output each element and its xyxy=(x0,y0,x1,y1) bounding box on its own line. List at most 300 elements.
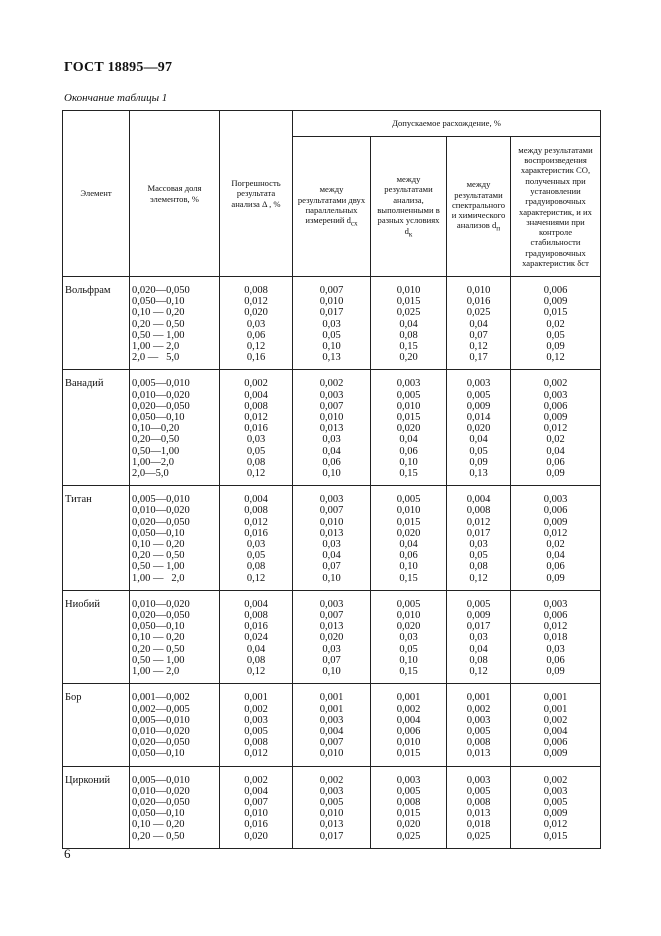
delta-cell xyxy=(220,277,293,370)
cell-value: 0,020 xyxy=(319,632,344,644)
cell-value: 0,02 xyxy=(546,539,565,551)
cell-value: 0,04 xyxy=(399,539,418,551)
cell-value: 0,020 xyxy=(466,423,491,435)
cell-value: 0,002—0,005 xyxy=(132,703,190,715)
cell-value: 0,013 xyxy=(319,819,344,831)
cell-value: 0,04 xyxy=(469,434,488,446)
cell-value: 0,03 xyxy=(322,539,341,551)
cell-value: 0,012 xyxy=(543,819,568,831)
cell-value: 0,016 xyxy=(466,296,491,308)
header-dk: между результатами анализа, выполненными в разных условиях $d_к$ xyxy=(371,137,447,277)
cell-value: 0,04 xyxy=(469,318,488,330)
cell-value: 0,10 — 0,20 xyxy=(132,632,185,644)
cell-value: 0,04 xyxy=(546,445,565,457)
dn-cell xyxy=(447,277,511,370)
cell-value: 0,016 xyxy=(244,621,268,633)
cell-value: 0,006 xyxy=(543,400,568,412)
cell-value: 0,008 xyxy=(466,796,491,808)
cell-value: 0,003 xyxy=(543,785,568,797)
cell-value: 0,008 xyxy=(396,796,421,808)
tolerance-table xyxy=(62,110,601,849)
cell-value: 0,005—0,010 xyxy=(132,494,190,506)
cell-value: 0,025 xyxy=(466,307,491,319)
cell-value: 0,003 xyxy=(396,378,421,390)
cell-value: 0,015 xyxy=(543,830,568,842)
cell-value: 0,017 xyxy=(466,621,491,633)
table-row xyxy=(63,277,601,370)
cell-value: 0,20 — 0,50 xyxy=(132,643,185,655)
cell-value: 0,012 xyxy=(543,423,568,435)
cell-value: 0,003 xyxy=(466,378,491,390)
cell-value: 0,10 xyxy=(322,572,341,584)
cell-value: 2,0—5,0 xyxy=(132,468,169,480)
cell-value: 2,0 — 5,0 xyxy=(132,352,180,364)
cell-value: 0,15 xyxy=(399,666,418,678)
dn-cell xyxy=(447,370,511,486)
cell-value: 0,020—0,050 xyxy=(132,400,190,412)
cell-value: 0,07 xyxy=(469,329,488,341)
table-caption: Окончание таблицы 1 xyxy=(64,92,168,104)
cell-value: 0,015 xyxy=(396,748,421,760)
cell-value: 0,20 — 0,50 xyxy=(132,550,185,562)
cell-value: 0,13 xyxy=(469,468,488,480)
document-id: ГОСТ 18895—97 xyxy=(64,60,173,75)
cell-value: 0,09 xyxy=(469,456,488,468)
header-tolerance-group: Допускаемое расхождение, % xyxy=(293,111,601,137)
cell-value: 0,009 xyxy=(543,412,568,424)
header-mass-fraction: Массовая доля элементов, % xyxy=(130,111,220,277)
cell-value: 0,08 xyxy=(246,456,266,468)
dst-cell xyxy=(511,684,601,766)
cell-value: 0,04 xyxy=(246,643,266,655)
cell-value: 0,15 xyxy=(399,572,418,584)
cell-value: 0,018 xyxy=(466,819,491,831)
cell-value: 0,006 xyxy=(543,737,568,749)
cell-value: 0,12 xyxy=(469,666,488,678)
cell-value: 0,003 xyxy=(543,389,568,401)
cell-value: 0,007 xyxy=(319,285,344,296)
delta-cell xyxy=(220,766,293,848)
cell-value: 0,003 xyxy=(319,389,344,401)
cell-value: 0,017 xyxy=(319,830,344,842)
cell-value: 0,003 xyxy=(543,598,568,610)
cell-value: 0,010 xyxy=(319,808,344,820)
element-name-cell: Вольфрам xyxy=(63,277,130,370)
cell-value: 0,07 xyxy=(322,654,341,666)
mass-fraction-cell xyxy=(130,684,220,766)
cell-value: 0,09 xyxy=(546,341,565,353)
cell-value: 0,03 xyxy=(469,632,488,644)
cell-value: 0,008 xyxy=(244,285,268,296)
cell-value: 0,020—0,050 xyxy=(132,737,190,749)
cell-value: 0,12 xyxy=(469,572,488,584)
cell-value: 0,009 xyxy=(543,516,568,528)
table-row xyxy=(63,684,601,766)
cell-value: 0,010—0,020 xyxy=(132,389,190,401)
cell-value: 0,004 xyxy=(244,598,268,610)
dcx-cell xyxy=(293,370,371,486)
cell-value: 0,050—0,10 xyxy=(132,808,185,820)
cell-value: 0,005 xyxy=(319,796,344,808)
table-row xyxy=(63,766,601,848)
dst-cell xyxy=(511,370,601,486)
cell-value: 0,001 xyxy=(466,692,491,704)
delta-cell xyxy=(220,590,293,683)
cell-value: 0,016 xyxy=(244,527,268,539)
cell-value: 0,010 xyxy=(466,285,491,296)
cell-value: 0,015 xyxy=(396,296,421,308)
cell-value: 0,08 xyxy=(246,561,266,573)
cell-value: 0,013 xyxy=(319,527,344,539)
cell-value: 0,012 xyxy=(543,527,568,539)
header-element: Элемент xyxy=(63,111,130,277)
cell-value: 0,003 xyxy=(319,598,344,610)
cell-value: 0,50 — 1,00 xyxy=(132,329,185,341)
cell-value: 0,005 xyxy=(466,725,491,737)
element-name-cell: Цирконий xyxy=(63,766,130,848)
cell-value: 0,05 xyxy=(246,550,266,562)
cell-value: 0,014 xyxy=(466,412,491,424)
cell-value: 0,08 xyxy=(399,329,418,341)
cell-value: 0,005 xyxy=(396,389,421,401)
element-name-cell: Бор xyxy=(63,684,130,766)
cell-value: 0,020—0,050 xyxy=(132,285,190,296)
cell-value: 0,012 xyxy=(244,296,268,308)
cell-value: 0,06 xyxy=(546,654,565,666)
mass-fraction-cell xyxy=(130,766,220,848)
cell-value: 0,012 xyxy=(466,516,491,528)
cell-value: 0,020 xyxy=(396,423,421,435)
cell-value: 0,03 xyxy=(469,539,488,551)
cell-value: 0,013 xyxy=(319,423,344,435)
cell-value: 0,010 xyxy=(319,412,344,424)
cell-value: 0,005 xyxy=(466,785,491,797)
cell-value: 0,004 xyxy=(543,725,568,737)
cell-value: 0,050—0,10 xyxy=(132,527,185,539)
cell-value: 0,002 xyxy=(244,774,268,786)
cell-value: 0,04 xyxy=(469,643,488,655)
cell-value: 0,004 xyxy=(396,714,421,726)
cell-value: 0,007 xyxy=(319,737,344,749)
cell-value: 0,003 xyxy=(396,774,421,786)
cell-value: 1,00 — 2,0 xyxy=(132,341,180,353)
cell-value: 0,007 xyxy=(244,796,268,808)
cell-value: 0,003 xyxy=(319,785,344,797)
header-dn: между результатами спектрального и химического анализов $d_п$ xyxy=(447,137,511,277)
cell-value: 0,010—0,020 xyxy=(132,505,190,517)
cell-value: 0,006 xyxy=(543,285,568,296)
cell-value: 0,015 xyxy=(396,516,421,528)
cell-value: 0,003 xyxy=(466,714,491,726)
cell-value: 0,10 — 0,20 xyxy=(132,307,185,319)
cell-value: 0,013 xyxy=(319,621,344,633)
cell-value: 0,005 xyxy=(244,725,268,737)
cell-value: 0,002 xyxy=(319,774,344,786)
cell-value: 0,013 xyxy=(466,808,491,820)
cell-value: 0,008 xyxy=(466,505,491,517)
cell-value: 0,016 xyxy=(244,819,268,831)
cell-value: 0,002 xyxy=(319,378,344,390)
cell-value: 0,20 — 0,50 xyxy=(132,318,185,330)
cell-value: 0,04 xyxy=(399,318,418,330)
mass-fraction-cell xyxy=(130,590,220,683)
cell-value: 0,008 xyxy=(466,737,491,749)
cell-value: 0,015 xyxy=(396,412,421,424)
cell-value: 0,12 xyxy=(246,341,266,353)
cell-value: 0,004 xyxy=(244,785,268,797)
cell-value: 0,20 — 0,50 xyxy=(132,830,185,842)
cell-value: 0,010 xyxy=(244,808,268,820)
cell-value: 0,004 xyxy=(319,725,344,737)
cell-value: 0,09 xyxy=(546,572,565,584)
cell-value: 0,20 xyxy=(399,352,418,364)
cell-value: 0,050—0,10 xyxy=(132,621,185,633)
cell-value: 0,09 xyxy=(546,666,565,678)
cell-value: 0,001 xyxy=(543,703,568,715)
cell-value: 0,06 xyxy=(246,329,266,341)
mass-fraction-cell xyxy=(130,486,220,591)
cell-value: 0,008 xyxy=(244,737,268,749)
cell-value: 0,04 xyxy=(322,550,341,562)
cell-value: 0,025 xyxy=(396,830,421,842)
dk-cell xyxy=(371,590,447,683)
cell-value: 0,12 xyxy=(246,468,266,480)
cell-value: 0,002 xyxy=(543,378,568,390)
cell-value: 0,15 xyxy=(399,341,418,353)
cell-value: 0,03 xyxy=(546,643,565,655)
cell-value: 0,009 xyxy=(543,296,568,308)
dn-cell xyxy=(447,590,511,683)
mass-fraction-cell xyxy=(130,277,220,370)
cell-value: 0,04 xyxy=(399,434,418,446)
cell-value: 0,003 xyxy=(466,774,491,786)
dn-cell xyxy=(447,766,511,848)
cell-value: 0,02 xyxy=(546,434,565,446)
cell-value: 0,06 xyxy=(322,456,341,468)
table-row xyxy=(63,486,601,591)
dn-cell xyxy=(447,684,511,766)
cell-value: 0,08 xyxy=(469,561,488,573)
cell-value: 0,010 xyxy=(396,400,421,412)
cell-value: 0,001 xyxy=(543,692,568,704)
dn-cell xyxy=(447,486,511,591)
dk-cell xyxy=(371,486,447,591)
element-name-cell: Ниобий xyxy=(63,590,130,683)
cell-value: 0,05 xyxy=(469,445,488,457)
cell-value: 0,020 xyxy=(396,621,421,633)
cell-value: 0,009 xyxy=(543,748,568,760)
cell-value: 0,020 xyxy=(244,307,268,319)
cell-value: 0,020—0,050 xyxy=(132,610,190,622)
cell-value: 0,050—0,10 xyxy=(132,412,185,424)
dk-cell xyxy=(371,766,447,848)
cell-value: 0,005 xyxy=(466,598,491,610)
cell-value: 0,010 xyxy=(319,296,344,308)
cell-value: 0,06 xyxy=(399,550,418,562)
cell-value: 0,02 xyxy=(546,318,565,330)
cell-value: 0,002 xyxy=(543,774,568,786)
cell-value: 0,004 xyxy=(244,494,268,506)
dk-cell xyxy=(371,684,447,766)
cell-value: 0,005 xyxy=(396,598,421,610)
cell-value: 0,020 xyxy=(244,830,268,842)
dst-cell xyxy=(511,766,601,848)
cell-value: 0,05 xyxy=(546,329,565,341)
cell-value: 0,006 xyxy=(543,610,568,622)
cell-value: 0,05 xyxy=(469,550,488,562)
cell-value: 0,025 xyxy=(396,307,421,319)
cell-value: 0,010—0,020 xyxy=(132,598,190,610)
cell-value: 0,015 xyxy=(543,307,568,319)
dst-cell xyxy=(511,277,601,370)
cell-value: 0,20—0,50 xyxy=(132,434,180,446)
delta-cell xyxy=(220,370,293,486)
cell-value: 1,00 — 2,0 xyxy=(132,666,180,678)
cell-value: 0,013 xyxy=(466,748,491,760)
cell-value: 0,002 xyxy=(543,714,568,726)
cell-value: 0,001 xyxy=(244,692,268,704)
cell-value: 0,16 xyxy=(246,352,266,364)
cell-value: 0,009 xyxy=(466,610,491,622)
cell-value: 0,020—0,050 xyxy=(132,516,190,528)
cell-value: 0,05 xyxy=(246,445,266,457)
cell-value: 0,002 xyxy=(244,703,268,715)
cell-value: 0,005 xyxy=(466,389,491,401)
cell-value: 0,010 xyxy=(396,737,421,749)
dk-cell xyxy=(371,370,447,486)
cell-value: 0,008 xyxy=(244,400,268,412)
cell-value: 0,004 xyxy=(466,494,491,506)
cell-value: 0,06 xyxy=(399,445,418,457)
cell-value: 0,001 xyxy=(319,703,344,715)
cell-value: 0,010 xyxy=(396,610,421,622)
cell-value: 0,012 xyxy=(244,412,268,424)
dcx-cell xyxy=(293,486,371,591)
cell-value: 0,03 xyxy=(322,643,341,655)
cell-value: 0,17 xyxy=(469,352,488,364)
cell-value: 0,08 xyxy=(469,654,488,666)
cell-value: 1,00—2,0 xyxy=(132,456,174,468)
cell-value: 0,002 xyxy=(244,378,268,390)
cell-value: 0,006 xyxy=(396,725,421,737)
cell-value: 0,10—0,20 xyxy=(132,423,180,435)
cell-value: 0,008 xyxy=(244,610,268,622)
cell-value: 0,50 — 1,00 xyxy=(132,654,185,666)
cell-value: 0,10 xyxy=(399,654,418,666)
cell-value: 0,015 xyxy=(396,808,421,820)
dcx-cell xyxy=(293,277,371,370)
cell-value: 0,08 xyxy=(246,654,266,666)
dk-cell xyxy=(371,277,447,370)
cell-value: 0,012 xyxy=(543,621,568,633)
cell-value: 0,001 xyxy=(319,692,344,704)
cell-value: 0,012 xyxy=(244,748,268,760)
cell-value: 0,09 xyxy=(546,468,565,480)
cell-value: 0,024 xyxy=(244,632,268,644)
cell-value: 0,017 xyxy=(319,307,344,319)
cell-value: 0,025 xyxy=(466,830,491,842)
cell-value: 0,10 xyxy=(322,468,341,480)
cell-value: 0,004 xyxy=(244,389,268,401)
cell-value: 0,018 xyxy=(543,632,568,644)
cell-value: 0,020—0,050 xyxy=(132,796,190,808)
cell-value: 0,10 xyxy=(399,561,418,573)
cell-value: 0,10 xyxy=(322,666,341,678)
cell-value: 0,010 xyxy=(319,748,344,760)
cell-value: 0,12 xyxy=(246,572,266,584)
cell-value: 0,05 xyxy=(399,643,418,655)
cell-value: 0,010 xyxy=(319,516,344,528)
cell-value: 0,03 xyxy=(399,632,418,644)
delta-cell xyxy=(220,486,293,591)
cell-value: 0,005 xyxy=(543,796,568,808)
cell-value: 0,002 xyxy=(396,703,421,715)
cell-value: 0,12 xyxy=(546,352,565,364)
header-dst: между результатами воспроизведения характеристик СО, полученных при установлении градуировочных характеристик, и их значениями при контроле стабильности градуировочных характеристик δст xyxy=(511,137,601,277)
header-analysis-error: Погрешность результата анализа Δ , % xyxy=(220,111,293,277)
cell-value: 0,009 xyxy=(466,400,491,412)
cell-value: 0,007 xyxy=(319,400,344,412)
page-number: 6 xyxy=(64,846,71,861)
cell-value: 0,003 xyxy=(319,714,344,726)
cell-value: 0,010 xyxy=(396,505,421,517)
cell-value: 0,010—0,020 xyxy=(132,785,190,797)
cell-value: 0,012 xyxy=(244,516,268,528)
dcx-cell xyxy=(293,590,371,683)
cell-value: 0,005—0,010 xyxy=(132,774,190,786)
cell-value: 0,017 xyxy=(466,527,491,539)
cell-value: 0,003 xyxy=(244,714,268,726)
cell-value: 0,006 xyxy=(543,505,568,517)
cell-value: 0,06 xyxy=(546,561,565,573)
cell-value: 0,009 xyxy=(543,808,568,820)
cell-value: 0,10 — 0,20 xyxy=(132,819,185,831)
mass-fraction-cell xyxy=(130,370,220,486)
cell-value: 0,005—0,010 xyxy=(132,714,190,726)
cell-value: 0,12 xyxy=(469,341,488,353)
cell-value: 0,03 xyxy=(322,434,341,446)
dst-cell xyxy=(511,590,601,683)
cell-value: 0,50—1,00 xyxy=(132,445,180,457)
table-row xyxy=(63,590,601,683)
cell-value: 0,002 xyxy=(466,703,491,715)
cell-value: 0,016 xyxy=(244,423,268,435)
cell-value: 0,03 xyxy=(246,539,266,551)
cell-value: 0,10 xyxy=(399,456,418,468)
cell-value: 0,05 xyxy=(322,329,341,341)
cell-value: 0,020 xyxy=(396,527,421,539)
element-name-cell: Ванадий xyxy=(63,370,130,486)
header-dcx: между результатами двух параллельных измерений $d_{сх}$ xyxy=(293,137,371,277)
cell-value: 0,050—0,10 xyxy=(132,296,185,308)
cell-value: 0,10 xyxy=(322,341,341,353)
cell-value: 0,03 xyxy=(246,318,266,330)
cell-value: 0,003 xyxy=(319,494,344,506)
cell-value: 0,13 xyxy=(322,352,341,364)
cell-value: 0,005—0,010 xyxy=(132,378,190,390)
cell-value: 0,007 xyxy=(319,505,344,517)
dcx-cell xyxy=(293,766,371,848)
cell-value: 1,00 — 2,0 xyxy=(132,572,185,584)
element-name-cell: Титан xyxy=(63,486,130,591)
cell-value: 0,04 xyxy=(546,550,565,562)
cell-value: 0,03 xyxy=(246,434,266,446)
cell-value: 0,003 xyxy=(543,494,568,506)
cell-value: 0,04 xyxy=(322,445,341,457)
delta-cell xyxy=(220,684,293,766)
cell-value: 0,10 — 0,20 xyxy=(132,539,185,551)
cell-value: 0,008 xyxy=(244,505,268,517)
